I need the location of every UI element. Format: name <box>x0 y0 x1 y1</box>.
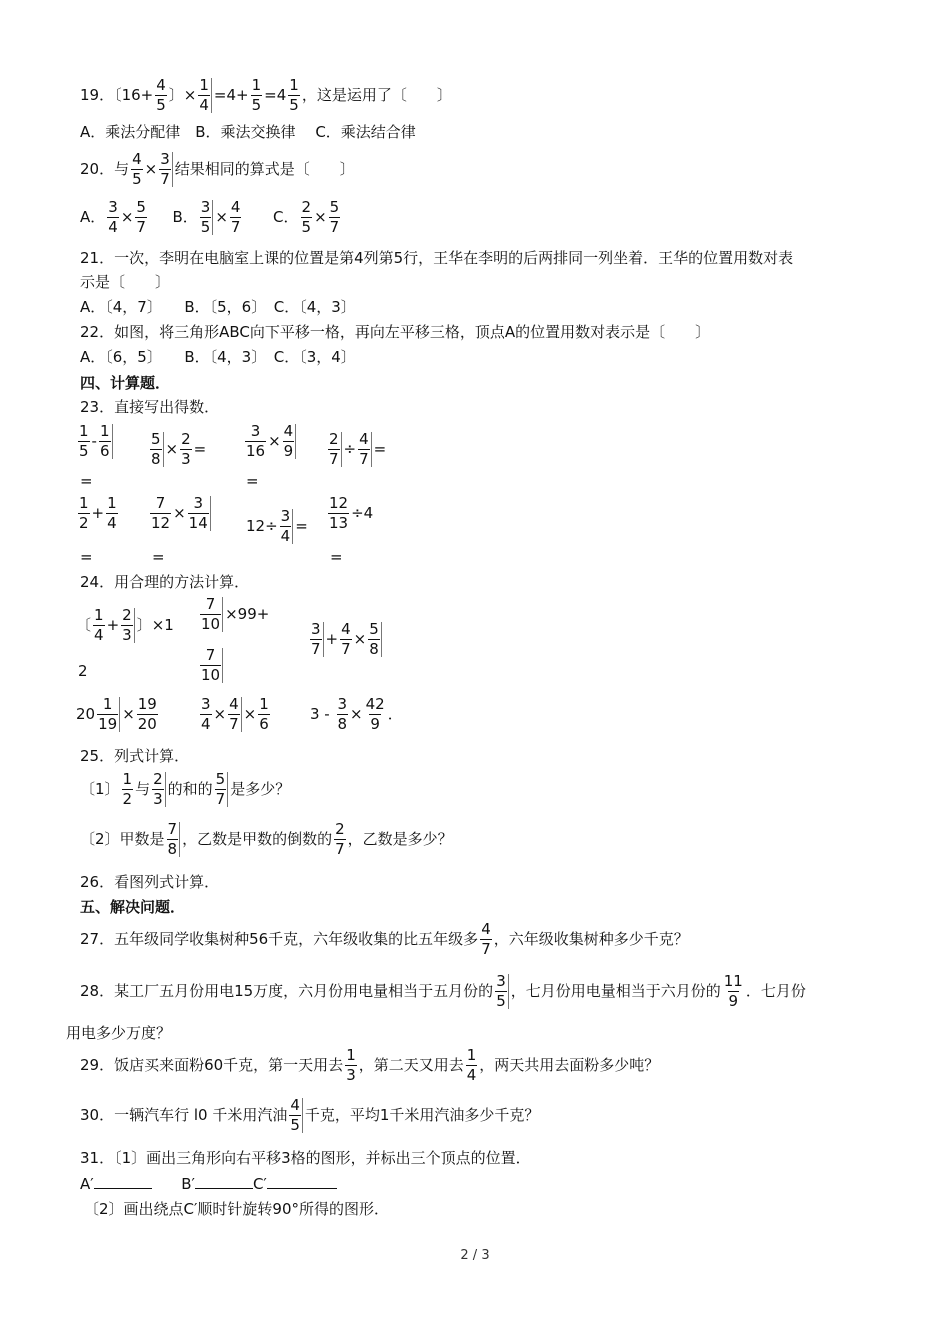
fraction: $\frac{11}{9}$ <box>723 972 743 1010</box>
q26: 26．看图列式计算． <box>80 873 220 891</box>
q23-expr-3: $\frac{3}{16}$ × $\frac{4}{9}$ <box>243 424 298 459</box>
fraction: $\frac{3}{4}$ <box>280 509 294 544</box>
q19-options: A．乘法分配律 B．乘法交换律 C．乘法结合律 <box>80 123 416 141</box>
answer-blank <box>267 1176 337 1189</box>
fraction: $\frac{1}{6}$ <box>99 424 113 459</box>
fraction: $\frac{5}{7}$ <box>136 198 146 236</box>
fraction: $\frac{1}{5}$ <box>79 422 89 460</box>
q23-expr-4: $\frac{2}{7}$ ÷ $\frac{4}{7}$ = <box>329 430 387 468</box>
section-5-heading: 五、解决问题． <box>80 898 186 916</box>
fraction: $\frac{7}{10}$ <box>200 597 223 632</box>
q31-part2: 〔2〕画出绕点C′顺时针旋转90°所得的图形． <box>84 1200 390 1218</box>
fraction: $\frac{3}{14}$ <box>188 496 211 531</box>
fraction: $\frac{1}{4}$ <box>107 494 117 532</box>
fraction: $\frac{4}{7}$ <box>341 620 351 658</box>
fraction: $\frac{5}{8}$ <box>368 622 382 657</box>
fraction: $\frac{1}{2}$ <box>79 494 89 532</box>
fraction: $\frac{4}{5}$ <box>156 76 166 114</box>
fraction: $\frac{1}{2}$ <box>122 770 133 808</box>
section-4-heading: 四、计算题． <box>80 374 171 392</box>
fraction: $\frac{2}{3}$ <box>152 772 166 807</box>
fraction: $\frac{4}{5}$ <box>132 150 142 188</box>
fraction: $\frac{2}{7}$ <box>328 432 342 467</box>
fraction: $\frac{3}{8}$ <box>337 695 348 733</box>
fraction: $\frac{4}{9}$ <box>283 424 297 459</box>
q24-expr-1-cont: 2 <box>78 662 88 680</box>
fraction: $\frac{4}{7}$ <box>228 697 242 732</box>
answer-blank <box>195 1176 253 1189</box>
fraction: $\frac{7}{8}$ <box>167 822 181 857</box>
fraction: $\frac{4}{7}$ <box>481 920 491 958</box>
q23-eq: = <box>80 472 93 490</box>
fraction: $\frac{2}{7}$ <box>335 820 345 858</box>
q24-expr-2: $\frac{7}{10}$ ×99+ <box>201 595 270 633</box>
fraction: $\frac{2}{3}$ <box>121 608 135 643</box>
q23-expr-7: 12÷ $\frac{3}{4}$ = <box>246 507 308 545</box>
q21-line1: 21．一次，李明在电脑室上课的位置是第4列第5行，王华在李明的后两排同一列坐着．王华的位置用数对表 <box>80 249 794 267</box>
fraction: $\frac{1}{6}$ <box>259 695 269 733</box>
q25-part2: 〔2〕甲数是 $\frac{7}{8}$ ，乙数是甲数的倒数的 $\frac{2}{7}$ ，乙数是多少？ <box>80 820 453 858</box>
fraction: $\frac{19}{20}$ <box>137 695 157 733</box>
q19-line: 19．〔16+ $\frac{4}{5}$ 〕× $\frac{1}{4}$ =4+ $\frac{1}{5}$ =4 $\frac{1}{5}$ ，这是运用了〔 〕 <box>80 76 452 114</box>
q23-expr-8: $\frac{12}{13}$ ÷4 <box>329 494 374 532</box>
q31-part1: 31．〔1〕画出三角形向右平移3格的图形，并标出三个顶点的位置． <box>80 1149 531 1167</box>
fraction: $\frac{42}{9}$ <box>365 695 385 733</box>
fraction: $\frac{2}{5}$ <box>301 198 312 236</box>
fraction: $\frac{5}{7}$ <box>329 198 340 236</box>
q24-title: 24．用合理的方法计算． <box>80 573 250 591</box>
q23-eq: = <box>80 548 93 566</box>
fraction: $\frac{1}{3}$ <box>346 1046 356 1084</box>
q23-eq: = <box>246 472 259 490</box>
fraction: $\frac{1}{5}$ <box>289 76 299 114</box>
fraction: $\frac{7}{12}$ <box>151 494 171 532</box>
q23-expr-6: $\frac{7}{12}$ × $\frac{3}{14}$ <box>148 496 213 531</box>
fraction: $\frac{3}{5}$ <box>495 974 509 1009</box>
q21-options: A．〔4，7〕 B．〔5，6〕 C．〔4，3〕 <box>80 298 356 316</box>
q23-expr-2: $\frac{5}{8}$ × $\frac{2}{3}$ = <box>151 430 207 468</box>
q21-line2: 示是〔 〕 <box>80 273 171 291</box>
q25-part1: 〔1〕 $\frac{1}{2}$ 与 $\frac{2}{3}$ 的和的 $\frac{5}{7}$ 是多少？ <box>80 770 291 808</box>
fraction: $\frac{1}{4}$ <box>198 78 212 113</box>
fraction: $\frac{12}{13}$ <box>329 494 349 532</box>
q30: 30．一辆汽车行 l0 千米用汽油 $\frac{4}{5}$ 千克，平均1千米用汽油多少千克？ <box>80 1096 540 1134</box>
page-number: 2 / 3 <box>460 1248 490 1263</box>
q28-line2: 用电多少万度？ <box>66 1024 172 1042</box>
fraction: $\frac{3}{5}$ <box>200 200 214 235</box>
fraction: $\frac{5}{7}$ <box>215 772 229 807</box>
q23-eq: = <box>330 548 343 566</box>
q23-expr-1: $\frac{1}{5}$ - $\frac{1}{6}$ <box>76 424 115 459</box>
q20-options: A． $\frac{3}{4}$ × $\frac{5}{7}$ B． $\frac{3}{5}$ × $\frac{4}{7}$ C． $\frac{2}{5}$ × $\frac{5}{7}$ <box>80 198 340 236</box>
q24-expr-3: $\frac{3}{7}$ + $\frac{4}{7}$ × $\frac{5}{8}$ <box>308 622 384 657</box>
fraction: $\frac{3}{4}$ <box>201 695 211 733</box>
q22-line1: 22．如图，将三角形ABC向下平移一格，再向左平移三格，顶点A的位置用数对表示是〔 〕 <box>80 323 711 341</box>
fraction: $\frac{4}{5}$ <box>289 1098 303 1133</box>
q28: 28．某工厂五月份用电15万度，六月份用电量相当于五月份的 $\frac{3}{5}$ ，七月份用电量相当于六月份的 $\frac{11}{9}$ ．七月份 <box>80 972 806 1010</box>
q23-eq: = <box>152 548 165 566</box>
fraction: $\frac{4}{7}$ <box>358 432 372 467</box>
fraction: $\frac{4}{7}$ <box>230 198 241 236</box>
fraction: $\frac{3}{4}$ <box>108 198 118 236</box>
fraction: $\frac{1}{4}$ <box>94 606 104 644</box>
q29: 29．饭店买来面粉60千克，第一天用去 $\frac{1}{3}$ ，第二天又用去 $\frac{1}{4}$ ，两天共用去面粉多少吨？ <box>80 1046 660 1084</box>
q25-title: 25．列式计算． <box>80 747 190 765</box>
q23-expr-5: $\frac{1}{2}$ + $\frac{1}{4}$ <box>79 494 117 532</box>
fraction: $\frac{1}{5}$ <box>251 76 262 114</box>
q24-expr-2-cont <box>198 648 225 683</box>
fraction: $\frac{1}{19}$ <box>97 697 120 732</box>
q31-vertices: A′ B′ C′ <box>80 1176 337 1192</box>
fraction: $\frac{3}{16}$ <box>246 422 266 460</box>
fraction: $\frac{1}{4}$ <box>466 1046 477 1084</box>
fraction: $\frac{2}{3}$ <box>181 430 191 468</box>
fraction: $\frac{5}{8}$ <box>150 432 164 467</box>
answer-blank <box>94 1176 152 1189</box>
q20-line: 20．与 $\frac{4}{5}$ × $\frac{3}{7}$ 结果相同的算式是〔 〕 <box>80 150 355 188</box>
q24-expr-1: 〔 $\frac{1}{4}$ + $\frac{2}{3}$ 〕×1 <box>76 606 174 644</box>
q27: 27．五年级同学收集树种56千克，六年级收集的比五年级多 $\frac{4}{7}$ ，六年级收集树种多少千克？ <box>80 920 689 958</box>
q24-expr-4: 20 $\frac{1}{19}$ × $\frac{19}{20}$ <box>76 695 157 733</box>
q24-expr-6: 3 - $\frac{3}{8}$ × $\frac{42}{9}$ ． <box>310 695 403 733</box>
fraction: $\frac{7}{10}$ <box>200 648 223 683</box>
q23-title: 23．直接写出得数． <box>80 398 220 416</box>
fraction: $\frac{3}{7}$ <box>159 152 173 187</box>
q24-expr-5: $\frac{3}{4}$ × $\frac{4}{7}$ × $\frac{1}{6}$ <box>201 695 269 733</box>
fraction: $\frac{3}{7}$ <box>310 622 324 657</box>
q22-options: A．〔6，5〕 B．〔4，3〕 C．〔3，4〕 <box>80 348 356 366</box>
